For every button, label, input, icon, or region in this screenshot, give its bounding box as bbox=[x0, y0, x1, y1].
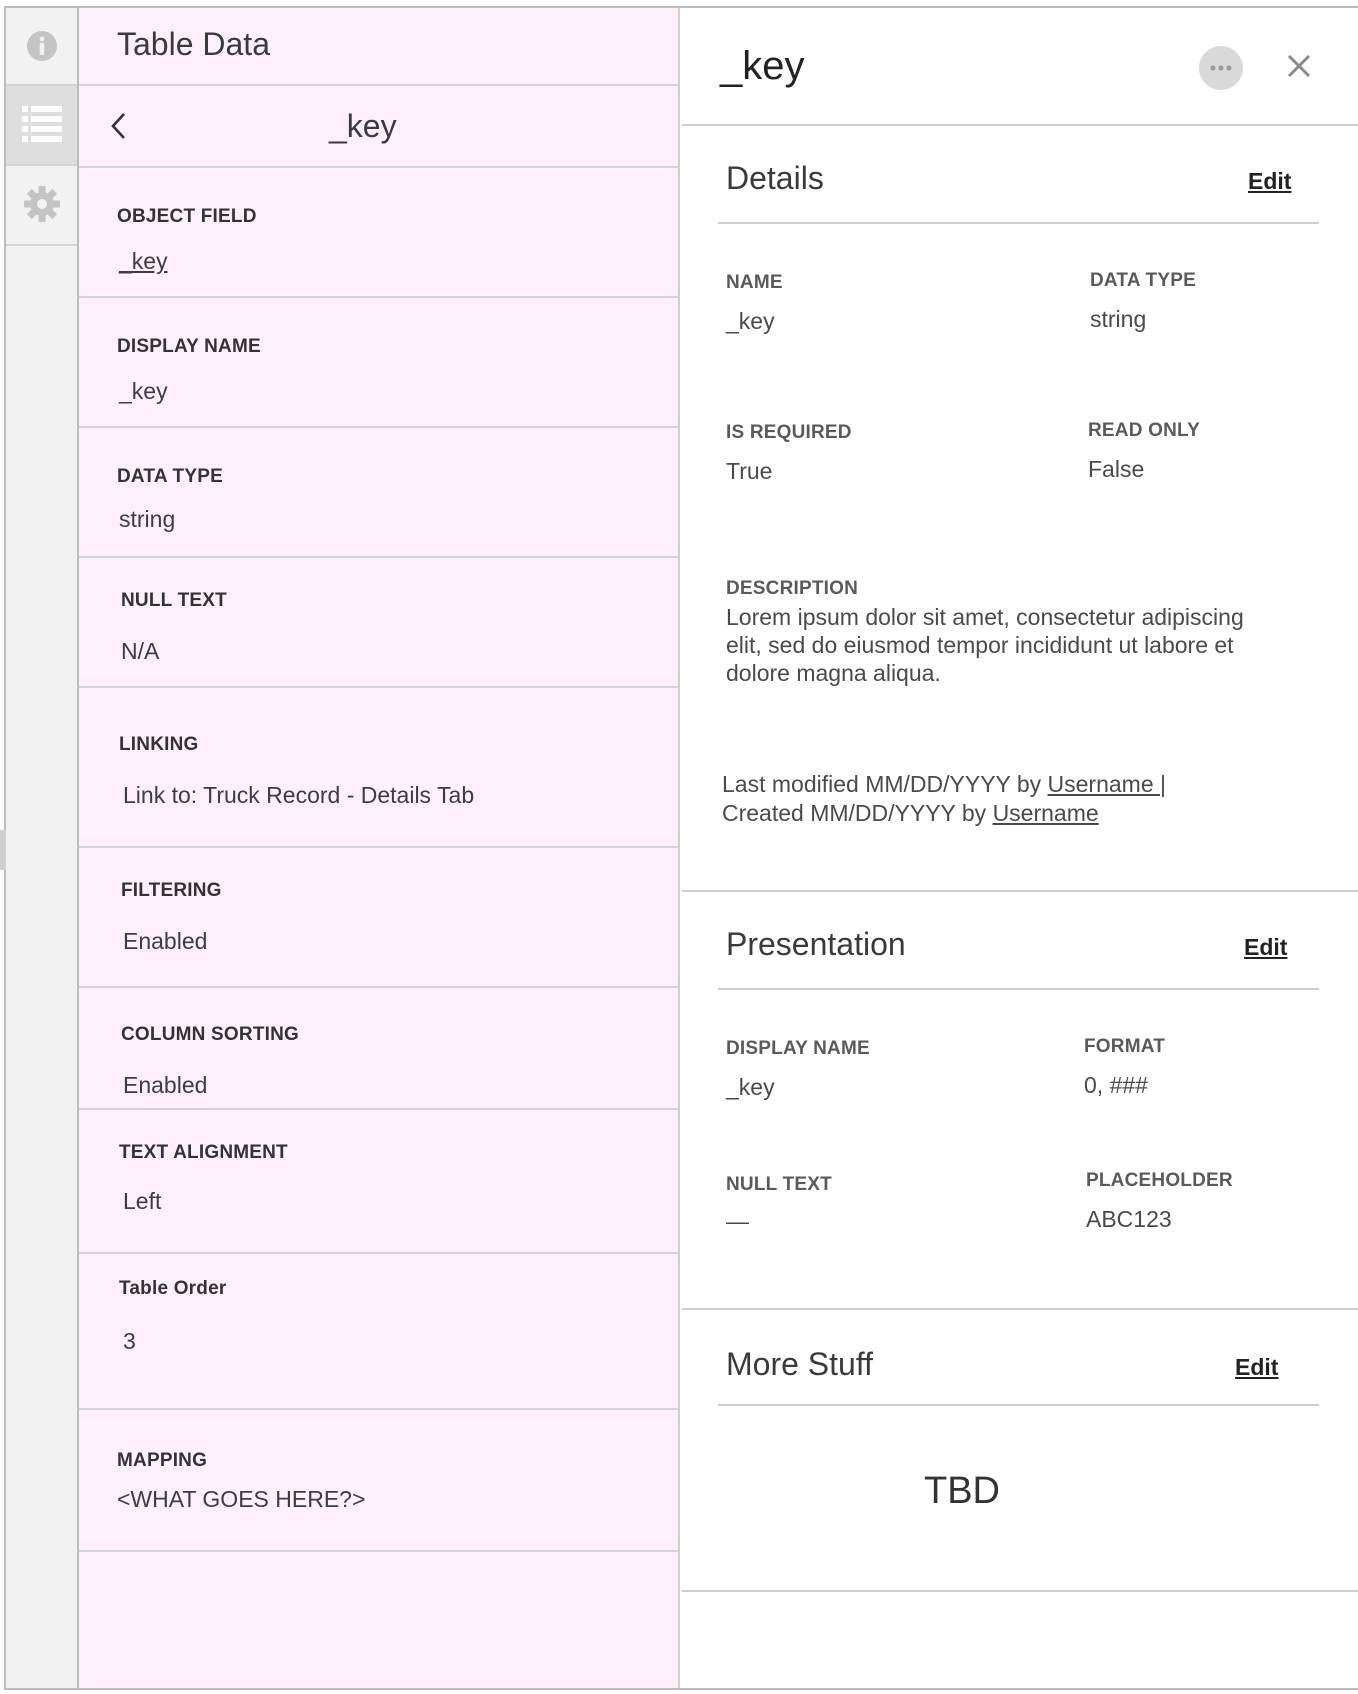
data-type-value: string bbox=[119, 506, 176, 532]
divider bbox=[682, 124, 1358, 126]
column-sorting-label: COLUMN SORTING bbox=[121, 1024, 300, 1045]
divider bbox=[718, 988, 1319, 990]
table-order-label: Table Order bbox=[119, 1278, 227, 1299]
text-alignment-label: TEXT ALIGNMENT bbox=[119, 1142, 288, 1163]
last-modified-line bbox=[722, 770, 1282, 799]
divider bbox=[79, 556, 678, 558]
object-field-value[interactable]: _key bbox=[119, 248, 168, 274]
back-button[interactable] bbox=[99, 108, 139, 148]
settings-rail-button[interactable] bbox=[6, 166, 77, 246]
is-required-label: IS REQUIRED bbox=[726, 422, 852, 443]
divider bbox=[79, 84, 678, 86]
info-rail-button[interactable] bbox=[6, 8, 77, 88]
divider bbox=[79, 1408, 678, 1410]
filtering-label: FILTERING bbox=[121, 880, 222, 901]
panel-title: _key bbox=[720, 44, 805, 88]
more-stuff-edit-link[interactable]: Edit bbox=[1235, 1354, 1279, 1380]
close-button[interactable] bbox=[1279, 48, 1319, 88]
presentation-edit-link[interactable]: Edit bbox=[1244, 934, 1288, 960]
field-title: _key bbox=[329, 108, 397, 144]
data-type-value: string bbox=[1090, 306, 1147, 332]
table-order-value: 3 bbox=[123, 1328, 136, 1354]
is-required-value: True bbox=[726, 458, 773, 484]
linking-label: LINKING bbox=[119, 734, 199, 755]
filtering-value: Enabled bbox=[123, 928, 208, 954]
mapping-label: MAPPING bbox=[117, 1450, 208, 1471]
icon-rail bbox=[6, 8, 79, 1688]
object-field-label: OBJECT FIELD bbox=[117, 206, 257, 227]
null-text-value: N/A bbox=[121, 638, 160, 664]
divider bbox=[79, 1108, 678, 1110]
divider bbox=[79, 846, 678, 848]
mapping-value: <WHAT GOES HERE?> bbox=[117, 1486, 366, 1512]
field-details-panel bbox=[682, 8, 1358, 1688]
text-alignment-value: Left bbox=[123, 1188, 162, 1214]
divider bbox=[682, 1590, 1358, 1592]
details-heading: Details bbox=[726, 160, 824, 196]
data-type-label: DATA TYPE bbox=[1090, 270, 1196, 291]
last-modified-text: Last modified MM/DD/YYYY by bbox=[722, 771, 1042, 797]
divider bbox=[682, 890, 1358, 892]
divider bbox=[79, 686, 678, 688]
display-name-value: _key bbox=[119, 378, 168, 404]
display-name-label: DISPLAY NAME bbox=[117, 336, 261, 357]
placeholder-content: TBD bbox=[924, 1470, 1000, 1512]
null-text-value: — bbox=[726, 1208, 749, 1234]
divider bbox=[79, 1252, 678, 1254]
gear-icon bbox=[22, 184, 62, 229]
divider bbox=[79, 166, 678, 168]
more-options-button[interactable] bbox=[1199, 46, 1243, 90]
data-type-label: DATA TYPE bbox=[117, 466, 223, 487]
created-text: Created MM/DD/YYYY by bbox=[722, 800, 987, 826]
column-sorting-value: Enabled bbox=[123, 1072, 208, 1098]
null-text-label: NULL TEXT bbox=[726, 1174, 832, 1195]
format-value: 0, ### bbox=[1084, 1072, 1148, 1098]
read-only-label: READ ONLY bbox=[1088, 420, 1200, 441]
panel-title: Table Data bbox=[117, 26, 270, 62]
more-horizontal-icon bbox=[1209, 59, 1233, 77]
null-text-label: NULL TEXT bbox=[121, 590, 227, 611]
info-icon bbox=[25, 29, 59, 68]
divider bbox=[79, 1550, 678, 1552]
created-line bbox=[722, 799, 1282, 828]
divider bbox=[79, 986, 678, 988]
modified-by-user-link[interactable]: Username | bbox=[1047, 771, 1166, 797]
name-label: NAME bbox=[726, 272, 783, 293]
divider bbox=[718, 222, 1319, 224]
more-stuff-heading: More Stuff bbox=[726, 1346, 874, 1382]
placeholder-label: PLACEHOLDER bbox=[1086, 1170, 1233, 1191]
divider bbox=[718, 1404, 1319, 1406]
divider bbox=[682, 1308, 1358, 1310]
close-icon bbox=[1286, 53, 1312, 84]
resize-handle[interactable] bbox=[0, 830, 6, 870]
placeholder-value: ABC123 bbox=[1086, 1206, 1172, 1232]
chevron-left-icon bbox=[108, 111, 130, 146]
table-data-panel bbox=[79, 8, 680, 1688]
description-value: Lorem ipsum dolor sit amet, consectetur adipiscing elit, sed do eiusmod tempor incididunt ut labore et dolore magna aliqua. bbox=[726, 604, 1244, 686]
divider bbox=[79, 296, 678, 298]
rail-divider bbox=[6, 244, 77, 246]
format-label: FORMAT bbox=[1084, 1036, 1166, 1057]
description-label: DESCRIPTION bbox=[726, 578, 859, 599]
list-rail-button[interactable] bbox=[6, 86, 77, 166]
audit-info bbox=[722, 770, 1282, 828]
list-icon bbox=[20, 103, 64, 150]
details-edit-link[interactable]: Edit bbox=[1248, 168, 1292, 194]
name-value: _key bbox=[726, 308, 775, 334]
display-name-value: _key bbox=[726, 1074, 775, 1100]
created-by-user-link[interactable]: Username bbox=[992, 800, 1099, 826]
divider bbox=[79, 426, 678, 428]
presentation-heading: Presentation bbox=[726, 926, 906, 962]
linking-value: Link to: Truck Record - Details Tab bbox=[123, 782, 475, 808]
display-name-label: DISPLAY NAME bbox=[726, 1038, 870, 1059]
read-only-value: False bbox=[1088, 456, 1145, 482]
